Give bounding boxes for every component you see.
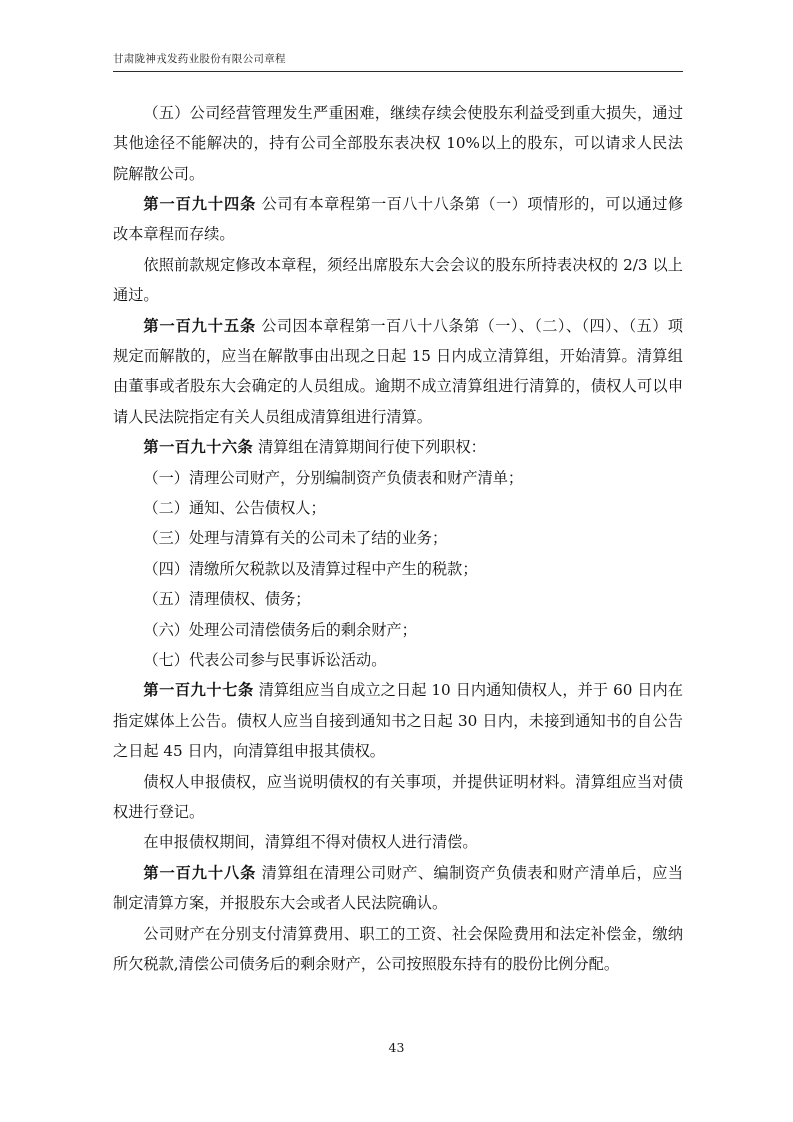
paragraph-text: （二）通知、公告债权人； bbox=[143, 498, 326, 517]
paragraph-text: 公司财产在分别支付清算费用、职工的工资、社会保险费用和法定补偿金，缴纳所欠税款,清偿公司债务后的剩余财产，公司按照股东持有的股份比例分配。 bbox=[113, 924, 683, 974]
paragraph-text: （五）公司经营管理发生严重困难，继续存续会使股东利益受到重大损失，通过其他途径不能解决的，持有公司全部股东表决权 10%以上的股东，可以请求人民法院解散公司。 bbox=[113, 103, 683, 183]
paragraph bbox=[113, 827, 683, 857]
paragraph bbox=[113, 858, 683, 919]
paragraph-text: 公司有本章程第一百八十八条第（一）项情形的，可以通过修改本章程而存续。 bbox=[113, 194, 684, 244]
article-title: 第一百九十六条 bbox=[143, 438, 254, 457]
paragraph bbox=[113, 523, 683, 553]
paragraph bbox=[113, 189, 683, 250]
paragraph bbox=[113, 554, 683, 584]
document-body bbox=[113, 98, 683, 980]
paragraph-text: （三）处理与清算有关的公司未了结的业务； bbox=[143, 529, 448, 548]
paragraph-text: （六）处理公司清偿债务后的剩余财产； bbox=[143, 620, 417, 639]
paragraph bbox=[113, 645, 683, 675]
paragraph-text: 在申报债权期间，清算组不得对债权人进行清偿。 bbox=[143, 833, 478, 852]
paragraph-text: （一）清理公司财产，分别编制资产负债表和财产清单； bbox=[143, 468, 524, 487]
paragraph bbox=[113, 311, 683, 433]
paragraph bbox=[113, 919, 683, 980]
paragraph-text: （五）清理债权、债务； bbox=[143, 590, 311, 609]
paragraph bbox=[113, 767, 683, 828]
paragraph bbox=[113, 584, 683, 614]
page-header: 甘肃陇神戎发药业股份有限公司章程 bbox=[113, 52, 683, 72]
paragraph-text: （七）代表公司参与民事诉讼活动。 bbox=[143, 651, 387, 669]
paragraph-text: 依照前款规定修改本章程，须经出席股东大会会议的股东所持表决权的 2/3 以上通过。 bbox=[113, 255, 683, 305]
paragraph bbox=[113, 98, 683, 189]
paragraph bbox=[113, 250, 683, 311]
paragraph-text: 清算组应当自成立之日起 10 日内通知债权人，并于 60 日内在指定媒体上公告。债权人应当自接到通知书之日起 30 日内，未接到通知书的自公告之日起 45 日内，向清算组申报其债权。 bbox=[113, 681, 683, 761]
paragraph-text: 清算组在清理公司财产、编制资产负债表和财产清单后，应当制定清算方案，并报股东大会或者人民法院确认。 bbox=[113, 863, 684, 913]
paragraph bbox=[113, 615, 683, 645]
paragraph-text: 债权人申报债权，应当说明债权的有关事项，并提供证明材料。清算组应当对债权进行登记。 bbox=[113, 772, 683, 822]
paragraph-text: 公司因本章程第一百八十八条第（一）、（二）、（四）、（五）项规定而解散的，应当在解散事由出现之日起 15 日内成立清算组，开始清算。清算组由董事或者股东大会确定的人员组成。逾期不成立清算组进行清算的，债权人可以申请人民法院指定有关人员组成清算组进行清算。 bbox=[113, 316, 683, 426]
page-footer bbox=[0, 1040, 793, 1055]
paragraph-text: 清算组在清算期间行使下列职权： bbox=[258, 438, 486, 457]
paragraph bbox=[113, 432, 683, 462]
page-number: 43 bbox=[388, 1040, 405, 1055]
paragraph bbox=[113, 493, 683, 523]
paragraph-text: （四）清缴所欠税款以及清算过程中产生的税款； bbox=[143, 559, 478, 578]
article-title: 第一百九十五条 bbox=[143, 316, 257, 335]
article-title: 第一百九十七条 bbox=[143, 681, 254, 700]
article-title: 第一百九十四条 bbox=[143, 194, 257, 213]
paragraph bbox=[113, 675, 683, 766]
page-content-area bbox=[113, 52, 683, 979]
article-title: 第一百九十八条 bbox=[143, 863, 257, 882]
paragraph bbox=[113, 463, 683, 493]
